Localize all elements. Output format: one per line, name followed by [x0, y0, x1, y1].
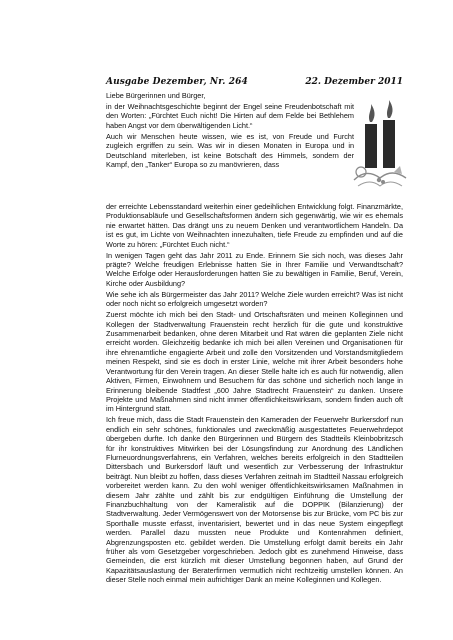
candle-right — [383, 120, 395, 168]
berry — [377, 178, 381, 182]
paragraph-1: in der Weihnachtsgeschichte beginnt der Engel seine Freudenbotschaft mit den Worten: „Fürchtet Euch nicht! Die Hirten auf dem Felde bei Bethlehem haben Angst vor dem überwältigenden Licht.“ — [106, 102, 354, 130]
greeting: Liebe Bürgerinnen und Bürger, — [106, 91, 206, 100]
berry — [381, 180, 385, 184]
paragraph-2-rest: der erreichte Lebensstandard weiterhin einer gedeihlichen Entwicklung folgt. Finanzmärkte, Produktionsabläufe und Gesellschaftsformen ändern sich gegenwärtig, wie wir es ehemals nie erwartet hätten. Das drängt uns zu neuem Denken und verantwortlichem Handeln. Da ist es gut, im Lichte von Weihnachten innezuhalten, tiefe Freude zu empfinden und auf die Worte zu hören: „Fürchtet Euch nicht.“ — [106, 202, 403, 249]
christmas-candles-icon — [352, 100, 408, 200]
issue-date: 22. Dezember 2011 — [305, 77, 403, 87]
candle-left — [365, 124, 377, 168]
flame-left — [369, 104, 375, 122]
newsletter-header — [106, 77, 403, 89]
paragraph-5: Zuerst möchte ich mich bei den Stadt- und Ortschaftsräten und meinen Kolleginnen und Kollegen der Stadtverwaltung Frauenstein recht herzlich für die gute und konstruktive Zusammenarbeit bedanken, ohne deren Mitarbeit und Rat wären die geplanten Ziele nicht erreicht worden. Gleichzeitig bedanke ich mich bei allen Vereinen und Organisationen für ihre ehrenamtliche engagierte Arbeit und zolle den Vorsitzenden und Vorstandsmitgliedern meinen Respekt, sind sie es doch in erster Linie, welche mit ihrer Arbeit besonders hohe Verantwortung für den Verein tragen. An dieser Stelle halte ich es auch für notwendig, allen Aktiven, Firmen, Einwohnern und Besuchern für das schöne und sicherlich noch lange in Erinnerung bleibende Stadtfest „600 Jahre Stadtrecht Frauenstein“ zu danken. Unsere Projekte und Maßnahmen sind nicht immer öffentlichkeitswirksam, sondern finden auch oft im Hintergrund statt. — [106, 310, 403, 414]
issue-label: Ausgabe Dezember, Nr. 264 — [106, 77, 248, 87]
paragraph-4: Wie sehe ich als Bürgermeister das Jahr 2011? Welche Ziele wurden erreicht? Was ist nicht oder noch nicht so erfolgreich umgesetzt worden? — [106, 289, 403, 309]
holly-branch-lower — [358, 182, 402, 186]
paragraph-3: In wenigen Tagen geht das Jahr 2011 zu Ende. Erinnern Sie sich noch, was dieses Jahr prägte? Welche freudigen Erlebnisse hatten Sie in Ihrer Familie und Verwandtschaft? Welche Erfolge oder Herausforderungen hatten Sie zu bewältigen in Familie, Beruf, Verein, Kirche oder Ausbildung? — [106, 250, 403, 288]
paragraph-2-start: Auch wir Menschen heute wissen, wie es ist, von Freude und Furcht zugleich ergriffen zu sein. Was wir in diesen Monaten in Europa und in Deutschland miterleben, ist keine Botschaft des Himmels, sondern der Kampf, den „Tanker“ Europa so zu manövrieren, dass — [106, 131, 354, 170]
paragraph-6: Ich freue mich, dass die Stadt Frauenstein den Kameraden der Feuerwehr Burkersdorf nun endlich ein sehr schönes, funktionales und zweckmäßig ausgestattetes Feuerwehrdepot übergeben durfte. Ich danke den Bürgerinnen und Bürgern des Stadtteils Kleinbobritzsch für ihr konstruktives Mitwirken bei der Lösungsfindung zur Anordnung des Ländlichen Flurneuordnungsverfahrens, ein Verfahren, welches bereits erfolgreich in den Stadtteilen Dittersbach und Burkersdorf läuft und wesentlich zur Verbesserung der Infrastruktur beiträgt. Nun bleibt zu hoffen, dass dieses Verfahren zeitnah im Stadtteil Nassau erfolgreich vorbereitet werden kann. Zu den wohl weniger öffentlichkeitswirksamen Maßnahmen in diesem Jahr zählte und zählt bis zur endgültigen Einführung die Umstellung der Finanzbuchhaltung von der Kameralistik auf die DOPPIK (Bilanzierung) der Stadtverwaltung. Jeder Vermögenswert von der Motorsense bis zur Brücke, vom PC bis zur Sporthalle musste erfasst, inventarisiert, bewertet und in das neue System eingepflegt werden. Parallel dazu mussten neue Produkte und Kontenrahmen definiert, Abgrenzungsposten etc. gebildet werden. Die Umstellung erfolgt damit bereits ein Jahr früher als vom Gesetzgeber vorgeschrieben. Jedoch gibt es zunehmend Hinweise, dass Gemeinden, die erst kürzlich mit dieser Umstellung begonnen haben, auf Grund der Kapazitätsauslastung der Beraterfirmen vermutlich nicht rechtzeitig umstellen können. An dieser Stelle noch einmal mein aufrichtiger Dank an meine Kolleginnen und Kollegen. — [106, 415, 403, 585]
letter-body — [106, 202, 403, 586]
flame-right — [387, 100, 393, 118]
